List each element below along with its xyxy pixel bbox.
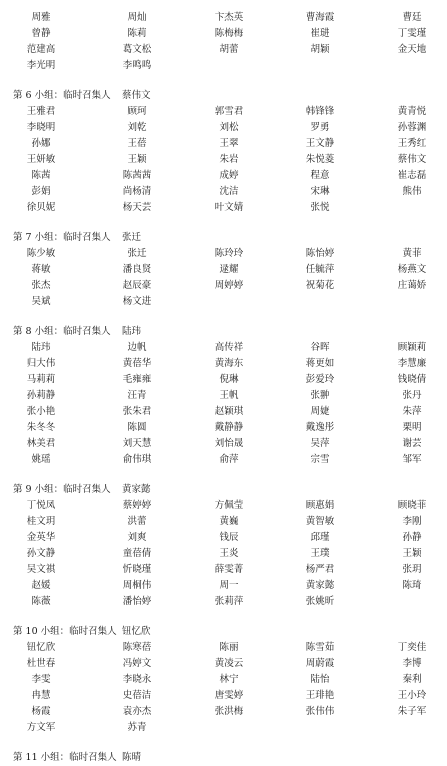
- member-name: 边帆: [127, 342, 147, 353]
- member-name: 李晓永: [122, 674, 152, 685]
- member-name: 丁雯瑾: [397, 28, 427, 39]
- group-header-label: 第 9 小组：临时召集人: [13, 484, 111, 495]
- member-name: 孙娜: [31, 138, 51, 149]
- name-row: [0, 656, 447, 672]
- name-row: [0, 152, 447, 168]
- name-row: [0, 672, 447, 688]
- name-row: [0, 704, 447, 720]
- member-name: 张杰: [31, 280, 51, 291]
- member-name: 张洪梅: [214, 706, 244, 717]
- member-name: 陈雪茹: [305, 642, 335, 653]
- name-row: [0, 42, 447, 58]
- member-name: 潘良贤: [122, 264, 152, 275]
- name-row: [0, 594, 447, 610]
- member-name: 刘怡晟: [214, 438, 244, 449]
- member-name: 陈圆: [127, 422, 147, 433]
- member-name: 高传祥: [214, 342, 244, 353]
- name-row: [0, 530, 447, 546]
- member-name: 庄蔼娇: [397, 280, 427, 291]
- member-name: 熊伟: [402, 186, 422, 197]
- name-row: [0, 136, 447, 152]
- member-name: 袁亦杰: [122, 706, 152, 717]
- member-name: 吴文祺: [26, 564, 56, 575]
- member-name: 顾晓菲: [397, 500, 427, 511]
- member-name: 范建高: [26, 44, 56, 55]
- member-name: 陈怡婷: [305, 248, 335, 259]
- member-name: 俞伟琪: [122, 454, 152, 465]
- member-name: 王妍敏: [26, 154, 56, 165]
- member-name: 王炎: [219, 548, 239, 559]
- member-name: 陆怡: [310, 674, 330, 685]
- member-name: 唐雯婷: [214, 690, 244, 701]
- member-name: 朱萍: [402, 406, 422, 417]
- group-header-label: 第 8 小组：临时召集人: [13, 326, 111, 337]
- member-name: 丁悦凤: [26, 500, 56, 511]
- member-name: 陈茜: [31, 170, 51, 181]
- member-name: 方佩莹: [214, 500, 244, 511]
- member-name: 冯婷文: [122, 658, 152, 669]
- group-header-label: 第 10 小组：临时召集人: [13, 626, 117, 637]
- member-name: 张伟伟: [305, 706, 335, 717]
- group-header-label: 第 7 小组：临时召集人: [13, 232, 111, 243]
- member-name: 郭雪君: [214, 106, 244, 117]
- group-convener-name: 陈晴: [122, 752, 142, 763]
- member-name: 李博: [402, 658, 422, 669]
- group-header: [0, 624, 447, 640]
- member-name: 陈少敏: [26, 248, 56, 259]
- member-name: 顾颖莉: [397, 342, 427, 353]
- member-name: 黄菲: [402, 248, 422, 259]
- member-name: 周雅: [31, 12, 51, 23]
- member-name: 张小艳: [26, 406, 56, 417]
- member-name: 宗雪: [310, 454, 330, 465]
- member-name: 金英华: [26, 532, 56, 543]
- member-name: 毛雍雍: [122, 374, 152, 385]
- name-row: [0, 514, 447, 530]
- member-name: 冉慧: [31, 690, 51, 701]
- member-name: 程意: [310, 170, 330, 181]
- member-name: 马莉莉: [26, 374, 56, 385]
- member-name: 林美君: [26, 438, 56, 449]
- member-name: 王琲艳: [305, 690, 335, 701]
- member-name: 王颖: [402, 548, 422, 559]
- member-name: 朱悦菱: [305, 154, 335, 165]
- member-name: 黄智敏: [305, 516, 335, 527]
- member-name: 陆玮: [31, 342, 51, 353]
- member-name: 张姚昕: [305, 596, 335, 607]
- name-row: [0, 58, 447, 74]
- member-name: 杨天芸: [122, 202, 152, 213]
- name-row: [0, 404, 447, 420]
- member-name: 张玥: [402, 564, 422, 575]
- name-row: [0, 184, 447, 200]
- member-name: 黄凌云: [214, 658, 244, 669]
- name-row: [0, 10, 447, 26]
- member-name: 赵媛: [31, 580, 51, 591]
- member-name: 方文军: [26, 722, 56, 733]
- name-row: [0, 294, 447, 310]
- name-row: [0, 640, 447, 656]
- member-name: 孙文静: [26, 548, 56, 559]
- member-name: 成婷: [219, 170, 239, 181]
- member-name: 曹廷: [402, 12, 422, 23]
- group-convener-name: 蔡伟文: [122, 90, 151, 101]
- member-name: 陈薇: [31, 596, 51, 607]
- member-name: 李鸣鸣: [122, 60, 152, 71]
- member-name: 李雯: [31, 674, 51, 685]
- member-name: 栗明: [402, 422, 422, 433]
- member-name: 薛雯菁: [214, 564, 244, 575]
- member-name: 徐贝妮: [26, 202, 56, 213]
- member-name: 张丹: [402, 390, 422, 401]
- group-header: [0, 230, 447, 246]
- member-name: 苏青: [127, 722, 147, 733]
- member-name: 杨严君: [305, 564, 335, 575]
- member-name: 蔡伟文: [397, 154, 427, 165]
- member-name: 陈梅梅: [214, 28, 244, 39]
- name-row: [0, 278, 447, 294]
- member-name: 倪琳: [219, 374, 239, 385]
- member-name: 周灿: [127, 12, 147, 23]
- member-name: 李刚: [402, 516, 422, 527]
- group-header-label: 第 11 小组：临时召集人: [13, 752, 117, 763]
- member-name: 蔡婷婷: [122, 500, 152, 511]
- member-name: 周婕: [310, 406, 330, 417]
- member-name: 李光明: [26, 60, 56, 71]
- member-name: 俞萍: [219, 454, 239, 465]
- member-name: 胡蕾: [219, 44, 239, 55]
- member-name: 王蓓: [127, 138, 147, 149]
- name-row: [0, 436, 447, 452]
- name-row: [0, 104, 447, 120]
- member-name: 刘松: [219, 122, 239, 133]
- member-name: 孙莉静: [26, 390, 56, 401]
- group-convener-name: 张迁: [122, 232, 142, 243]
- group-convener-name: 陆玮: [122, 326, 142, 337]
- member-name: 逯耀: [219, 264, 239, 275]
- member-name: 葛文松: [122, 44, 152, 55]
- member-name: 彭娟: [31, 186, 51, 197]
- member-name: 宋琳: [310, 186, 330, 197]
- member-name: 李晓明: [26, 122, 56, 133]
- member-name: 林宁: [219, 674, 239, 685]
- member-name: 黄青悦: [397, 106, 427, 117]
- member-name: 叶文婧: [214, 202, 244, 213]
- name-row: [0, 120, 447, 136]
- group-convener-name: 钮忆欣: [122, 626, 151, 637]
- member-name: 金天地: [397, 44, 427, 55]
- name-row: [0, 546, 447, 562]
- member-name: 陈丽: [219, 642, 239, 653]
- member-name: 洪蕾: [127, 516, 147, 527]
- group-header: [0, 324, 447, 340]
- member-name: 蒋更如: [305, 358, 335, 369]
- member-name: 秦利: [402, 674, 422, 685]
- member-name: 朱冬冬: [26, 422, 56, 433]
- member-name: 谢芸: [402, 438, 422, 449]
- member-name: 忻晓瑾: [122, 564, 152, 575]
- member-name: 王帆: [219, 390, 239, 401]
- name-row: [0, 356, 447, 372]
- member-name: 戴逸彤: [305, 422, 335, 433]
- member-name: 杨霞: [31, 706, 51, 717]
- member-name: 顾惠娟: [305, 500, 335, 511]
- member-name: 祝菊花: [305, 280, 335, 291]
- member-name: 邹军: [402, 454, 422, 465]
- member-name: 赵颖琪: [214, 406, 244, 417]
- member-name: 张迁: [127, 248, 147, 259]
- member-name: 韩锋锋: [305, 106, 335, 117]
- member-name: 黄家懿: [305, 580, 335, 591]
- member-name: 王翠: [219, 138, 239, 149]
- name-row: [0, 200, 447, 216]
- member-name: 周桐伟: [122, 580, 152, 591]
- member-name: 桂文玥: [26, 516, 56, 527]
- group-header-label: 第 6 小组：临时召集人: [13, 90, 111, 101]
- member-name: 王秀红: [397, 138, 427, 149]
- member-name: 曹海霞: [305, 12, 335, 23]
- member-name: 黄蓓华: [122, 358, 152, 369]
- member-name: 钱辰: [219, 532, 239, 543]
- member-name: 张莉萍: [214, 596, 244, 607]
- member-name: 朱子军: [397, 706, 427, 717]
- name-row: [0, 168, 447, 184]
- member-name: 朱岩: [219, 154, 239, 165]
- member-name: 王雅君: [26, 106, 56, 117]
- member-name: 黄巍: [219, 516, 239, 527]
- member-name: 刘爽: [127, 532, 147, 543]
- name-row: [0, 246, 447, 262]
- member-name: 杨燕文: [397, 264, 427, 275]
- name-row: [0, 388, 447, 404]
- group-header: [0, 482, 447, 498]
- member-name: 汪青: [127, 390, 147, 401]
- member-name: 刘天慧: [122, 438, 152, 449]
- member-name: 曾静: [31, 28, 51, 39]
- member-name: 崔琎: [310, 28, 330, 39]
- name-row: [0, 372, 447, 388]
- member-name: 张悦: [310, 202, 330, 213]
- member-name: 黄海东: [214, 358, 244, 369]
- member-name: 张朱君: [122, 406, 152, 417]
- member-name: 陈莉: [127, 28, 147, 39]
- member-name: 周蔚霞: [305, 658, 335, 669]
- group-convener-name: 黄家懿: [122, 484, 151, 495]
- member-name: 尚杨清: [122, 186, 152, 197]
- member-name: 杜世春: [26, 658, 56, 669]
- member-name: 罗勇: [310, 122, 330, 133]
- member-name: 杨文进: [122, 296, 152, 307]
- group-header: [0, 88, 447, 104]
- group-header: [0, 750, 447, 766]
- member-name: 吴萍: [310, 438, 330, 449]
- member-name: 归大伟: [26, 358, 56, 369]
- name-row: [0, 340, 447, 356]
- member-name: 李慧廉: [397, 358, 427, 369]
- member-name: 姚瑶: [31, 454, 51, 465]
- member-name: 王颖: [127, 154, 147, 165]
- member-name: 孙静: [402, 532, 422, 543]
- member-name: 任毓萍: [305, 264, 335, 275]
- member-name: 崔志磊: [397, 170, 427, 181]
- member-name: 张翀: [310, 390, 330, 401]
- member-name: 潘怡婷: [122, 596, 152, 607]
- member-name: 刘乾: [127, 122, 147, 133]
- name-row: [0, 26, 447, 42]
- member-name: 吴斌: [31, 296, 51, 307]
- member-name: 顾珂: [127, 106, 147, 117]
- name-row: [0, 420, 447, 436]
- member-name: 邱瑾: [310, 532, 330, 543]
- name-row: [0, 452, 447, 468]
- name-row: [0, 262, 447, 278]
- member-name: 胡颖: [310, 44, 330, 55]
- member-name: 陈茜茜: [122, 170, 152, 181]
- member-name: 王小玲: [397, 690, 427, 701]
- member-name: 赵辰豪: [122, 280, 152, 291]
- member-name: 戴静静: [214, 422, 244, 433]
- member-name: 孙蓉渊: [397, 122, 427, 133]
- name-row: [0, 498, 447, 514]
- name-row: [0, 562, 447, 578]
- member-name: 丁奕佳: [397, 642, 427, 653]
- member-name: 谷晖: [310, 342, 330, 353]
- member-name: 钮忆欣: [26, 642, 56, 653]
- member-name: 沈洁: [219, 186, 239, 197]
- name-row: [0, 578, 447, 594]
- name-row: [0, 688, 447, 704]
- member-name: 童蓓倩: [122, 548, 152, 559]
- member-name: 陈琦: [402, 580, 422, 591]
- member-name: 陈寒蓓: [122, 642, 152, 653]
- member-name: 王文静: [305, 138, 335, 149]
- member-name: 周婷婷: [214, 280, 244, 291]
- member-name: 蒋敏: [31, 264, 51, 275]
- member-name: 彭爱玲: [305, 374, 335, 385]
- name-row: [0, 720, 447, 736]
- member-name: 王璞: [310, 548, 330, 559]
- member-name: 陈玲玲: [214, 248, 244, 259]
- member-name: 钱晓倩: [397, 374, 427, 385]
- member-name: 史蓓洁: [122, 690, 152, 701]
- member-name: 卞杰英: [214, 12, 244, 23]
- member-name: 周一: [219, 580, 239, 591]
